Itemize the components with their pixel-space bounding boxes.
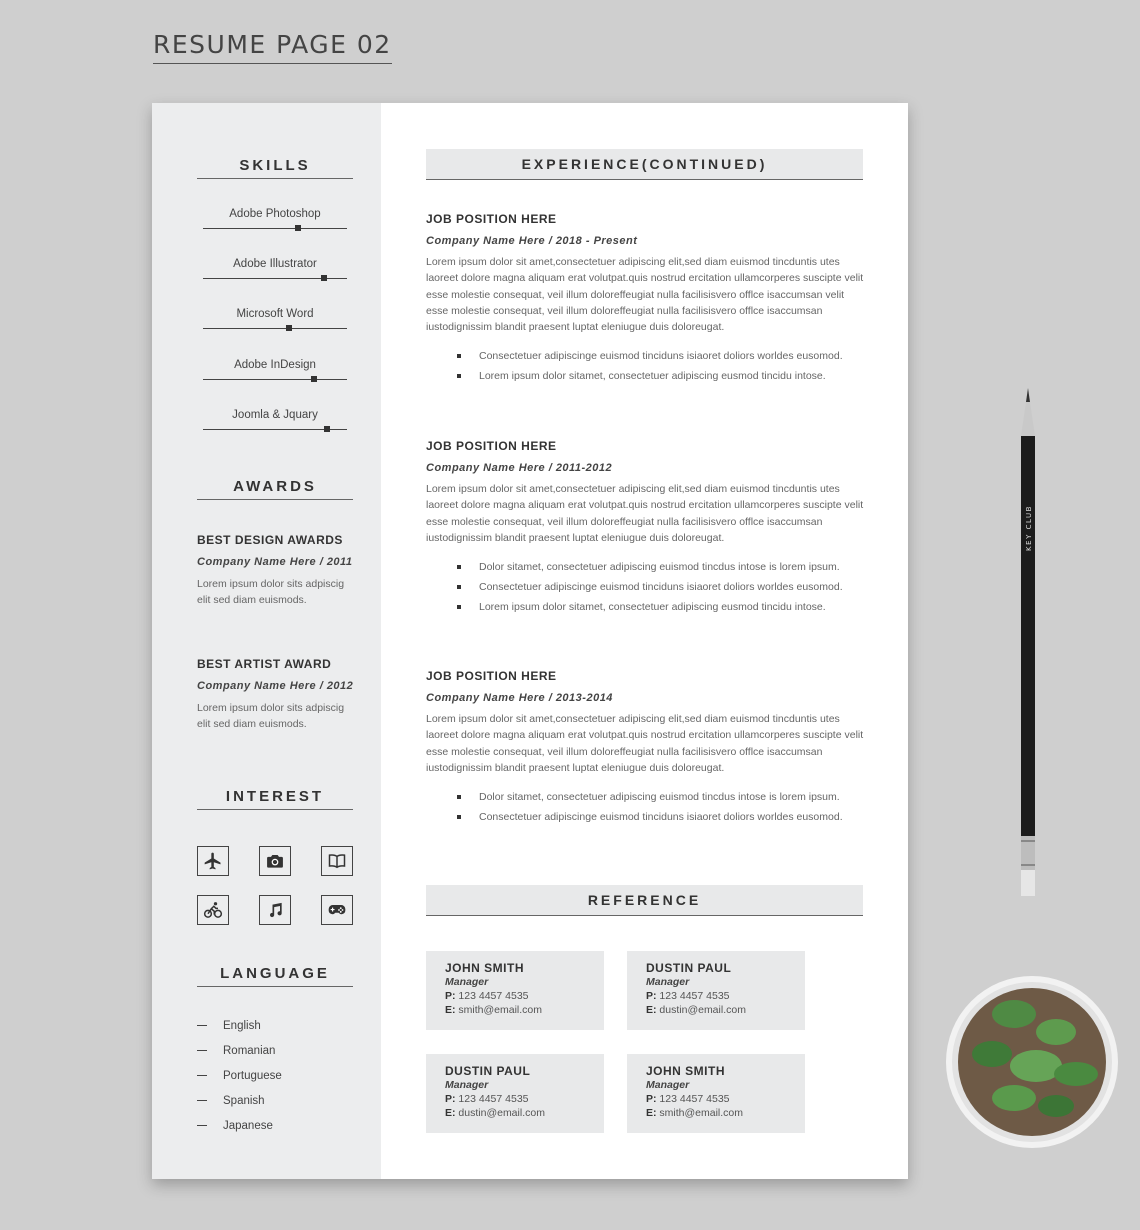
phone-label: P: (445, 1093, 456, 1105)
language-item (197, 1070, 282, 1082)
skill-item (203, 359, 347, 380)
reference-name: DUSTIN PAUL (445, 1064, 531, 1078)
reference-role: Manager (445, 976, 489, 988)
awards-heading: AWARDS (197, 478, 353, 500)
skills-heading: SKILLS (197, 157, 353, 179)
phone-label: P: (445, 990, 456, 1002)
email-value: smith@email.com (659, 1107, 744, 1119)
reference-name: DUSTIN PAUL (646, 961, 732, 975)
award-item (197, 533, 357, 608)
reference-phone (445, 1093, 604, 1105)
reference-email (445, 1004, 604, 1016)
reference-role: Manager (445, 1079, 489, 1091)
skill-label: Adobe Photoshop (229, 208, 321, 220)
reference-card (627, 951, 805, 1030)
job-title: JOB POSITION HERE (426, 439, 557, 453)
language-item (197, 1045, 275, 1057)
language-label: Spanish (223, 1095, 265, 1107)
reference-card (627, 1054, 805, 1133)
job-description: Lorem ipsum dolor sit amet,consectetuer adipiscing elit,sed diam euismod tincduntis utes laoreet dolore magna aliquam erat volutpat.quis nostrud ercitation ullamcorperes suscipte velit esse molestie consequat, veil illum doloreffeugiat nulla facilisisvero offlce isaccumsan iustodignissim blandit praesent luptat eleniugue duis doloreugat. (426, 713, 864, 774)
skill-bar (203, 328, 347, 329)
job-bullets (426, 346, 866, 386)
email-value: dustin@email.com (458, 1107, 545, 1119)
award-description: Lorem ipsum dolor sits adpiscig elit sed diam euismods. (197, 578, 345, 606)
phone-value: 123 4457 4535 (659, 1093, 730, 1105)
airplane-icon (197, 846, 229, 876)
skill-item (203, 208, 347, 229)
dash-icon (197, 1025, 207, 1026)
skill-level-marker (311, 376, 317, 382)
camera-icon (259, 846, 291, 876)
award-company: Company Name Here / 2011 (197, 556, 353, 568)
award-description: Lorem ipsum dolor sits adpiscig elit sed diam euismods. (197, 702, 345, 730)
book-icon (321, 846, 353, 876)
job-entry (426, 439, 866, 617)
skill-bar (203, 278, 347, 279)
award-title: BEST DESIGN AWARDS (197, 533, 343, 547)
reference-email (646, 1107, 805, 1119)
reference-email (646, 1004, 805, 1016)
dash-icon (197, 1125, 207, 1126)
dash-icon (197, 1075, 207, 1076)
job-description: Lorem ipsum dolor sit amet,consectetuer adipiscing elit,sed diam euismod tincduntis utes laoreet dolore magna aliquam erat volutpat.quis nostrud ercitation ullamcorperes suscipte velit esse molestie consequat, veil illum doloreffeugiat nulla facilisisvero offlce isaccumsan iustodignissim blandit praesent luptat eleniugue duis doloreugat. (426, 483, 864, 544)
reference-role: Manager (646, 976, 690, 988)
experience-heading: EXPERIENCE(CONTINUED) (426, 149, 863, 180)
skill-label: Microsoft Word (236, 308, 314, 320)
email-label: E: (646, 1004, 657, 1016)
email-label: E: (646, 1107, 657, 1119)
reference-card (426, 951, 604, 1030)
skill-label: Adobe InDesign (234, 359, 316, 371)
reference-email (445, 1107, 604, 1119)
reference-role: Manager (646, 1079, 690, 1091)
plant-pot-image (944, 974, 1120, 1150)
interest-heading: INTEREST (197, 788, 353, 810)
page-heading: RESUME PAGE 02 (153, 30, 392, 64)
job-entry (426, 669, 866, 827)
job-bullet: Lorem ipsum dolor sitamet, consectetuer adipiscing eusmod tincidu intose. (426, 366, 866, 386)
resume-sheet (152, 103, 908, 1179)
language-heading: LANGUAGE (197, 965, 353, 987)
dash-icon (197, 1050, 207, 1051)
skill-item (203, 308, 347, 329)
reference-name: JOHN SMITH (646, 1064, 726, 1078)
award-company: Company Name Here / 2012 (197, 680, 354, 692)
bicycle-icon (197, 895, 229, 925)
pencil-brand: KEY CLUB (1025, 505, 1033, 551)
job-bullet: Consectetuer adipiscinge euismod tinciduns isiaoret doliors worldes eusomod. (426, 577, 866, 597)
phone-value: 123 4457 4535 (659, 990, 730, 1002)
skill-level-marker (321, 275, 327, 281)
language-item (197, 1020, 261, 1032)
skill-item (203, 409, 347, 430)
language-label: English (223, 1020, 261, 1032)
skill-label: Adobe Illustrator (233, 258, 317, 270)
job-bullet: Dolor sitamet, consectetuer adipiscing euismod tincdus intose is lorem ipsum. (426, 787, 866, 807)
language-label: Portuguese (223, 1070, 282, 1082)
skill-bar (203, 429, 347, 430)
pencil-image (1017, 388, 1039, 896)
job-title: JOB POSITION HERE (426, 669, 557, 683)
job-description: Lorem ipsum dolor sit amet,consectetuer adipiscing elit,sed diam euismod tincduntis utes laoreet dolore magna aliquam erat volutpat.quis nostrud ercitation ullamcorperes suscipte velit esse molestie consequat, veil illum doloreffeugiat nulla facilisisvero offlce isaccumsan velit esse molestie consequat, veil illum doloreffeugiat nulla facilisisvero offlce isaccumsan iustodignissim blandit praesent luptat eleniugue duis doloreugat. (426, 256, 864, 334)
phone-label: P: (646, 1093, 657, 1105)
job-title: JOB POSITION HERE (426, 212, 557, 226)
email-value: dustin@email.com (659, 1004, 746, 1016)
job-bullets (426, 787, 866, 827)
job-bullets (426, 557, 866, 617)
reference-phone (445, 990, 604, 1002)
language-item (197, 1120, 273, 1132)
job-company: Company Name Here / 2018 - Present (426, 235, 638, 247)
job-bullet: Lorem ipsum dolor sitamet, consectetuer adipiscing eusmod tincidu intose. (426, 597, 866, 617)
language-item (197, 1095, 265, 1107)
award-item (197, 657, 357, 732)
job-bullet: Consectetuer adipiscinge euismod tinciduns isiaoret doliors worldes eusomod. (426, 346, 866, 366)
sidebar (152, 103, 381, 1179)
reference-phone (646, 990, 805, 1002)
email-label: E: (445, 1107, 456, 1119)
reference-phone (646, 1093, 805, 1105)
skill-level-marker (286, 325, 292, 331)
reference-card (426, 1054, 604, 1133)
dash-icon (197, 1100, 207, 1101)
job-company: Company Name Here / 2011-2012 (426, 462, 613, 474)
job-company: Company Name Here / 2013-2014 (426, 692, 613, 704)
reference-heading: REFERENCE (426, 885, 863, 916)
skill-bar (203, 228, 347, 229)
reference-name: JOHN SMITH (445, 961, 525, 975)
skill-label: Joomla & Jquary (232, 409, 318, 421)
award-title: BEST ARTIST AWARD (197, 657, 332, 671)
skill-level-marker (324, 426, 330, 432)
language-label: Romanian (223, 1045, 276, 1057)
skill-item (203, 258, 347, 279)
skill-bar (203, 379, 347, 380)
phone-value: 123 4457 4535 (458, 990, 529, 1002)
email-label: E: (445, 1004, 456, 1016)
job-bullet: Consectetuer adipiscinge euismod tinciduns isiaoret doliors worldes eusomod. (426, 807, 866, 827)
job-entry (426, 212, 866, 386)
skill-level-marker (295, 225, 301, 231)
phone-value: 123 4457 4535 (458, 1093, 529, 1105)
email-value: smith@email.com (458, 1004, 543, 1016)
language-label: Japanese (223, 1120, 273, 1132)
music-icon (259, 895, 291, 925)
gamepad-icon (321, 895, 353, 925)
phone-label: P: (646, 990, 657, 1002)
job-bullet: Dolor sitamet, consectetuer adipiscing euismod tincdus intose is lorem ipsum. (426, 557, 866, 577)
